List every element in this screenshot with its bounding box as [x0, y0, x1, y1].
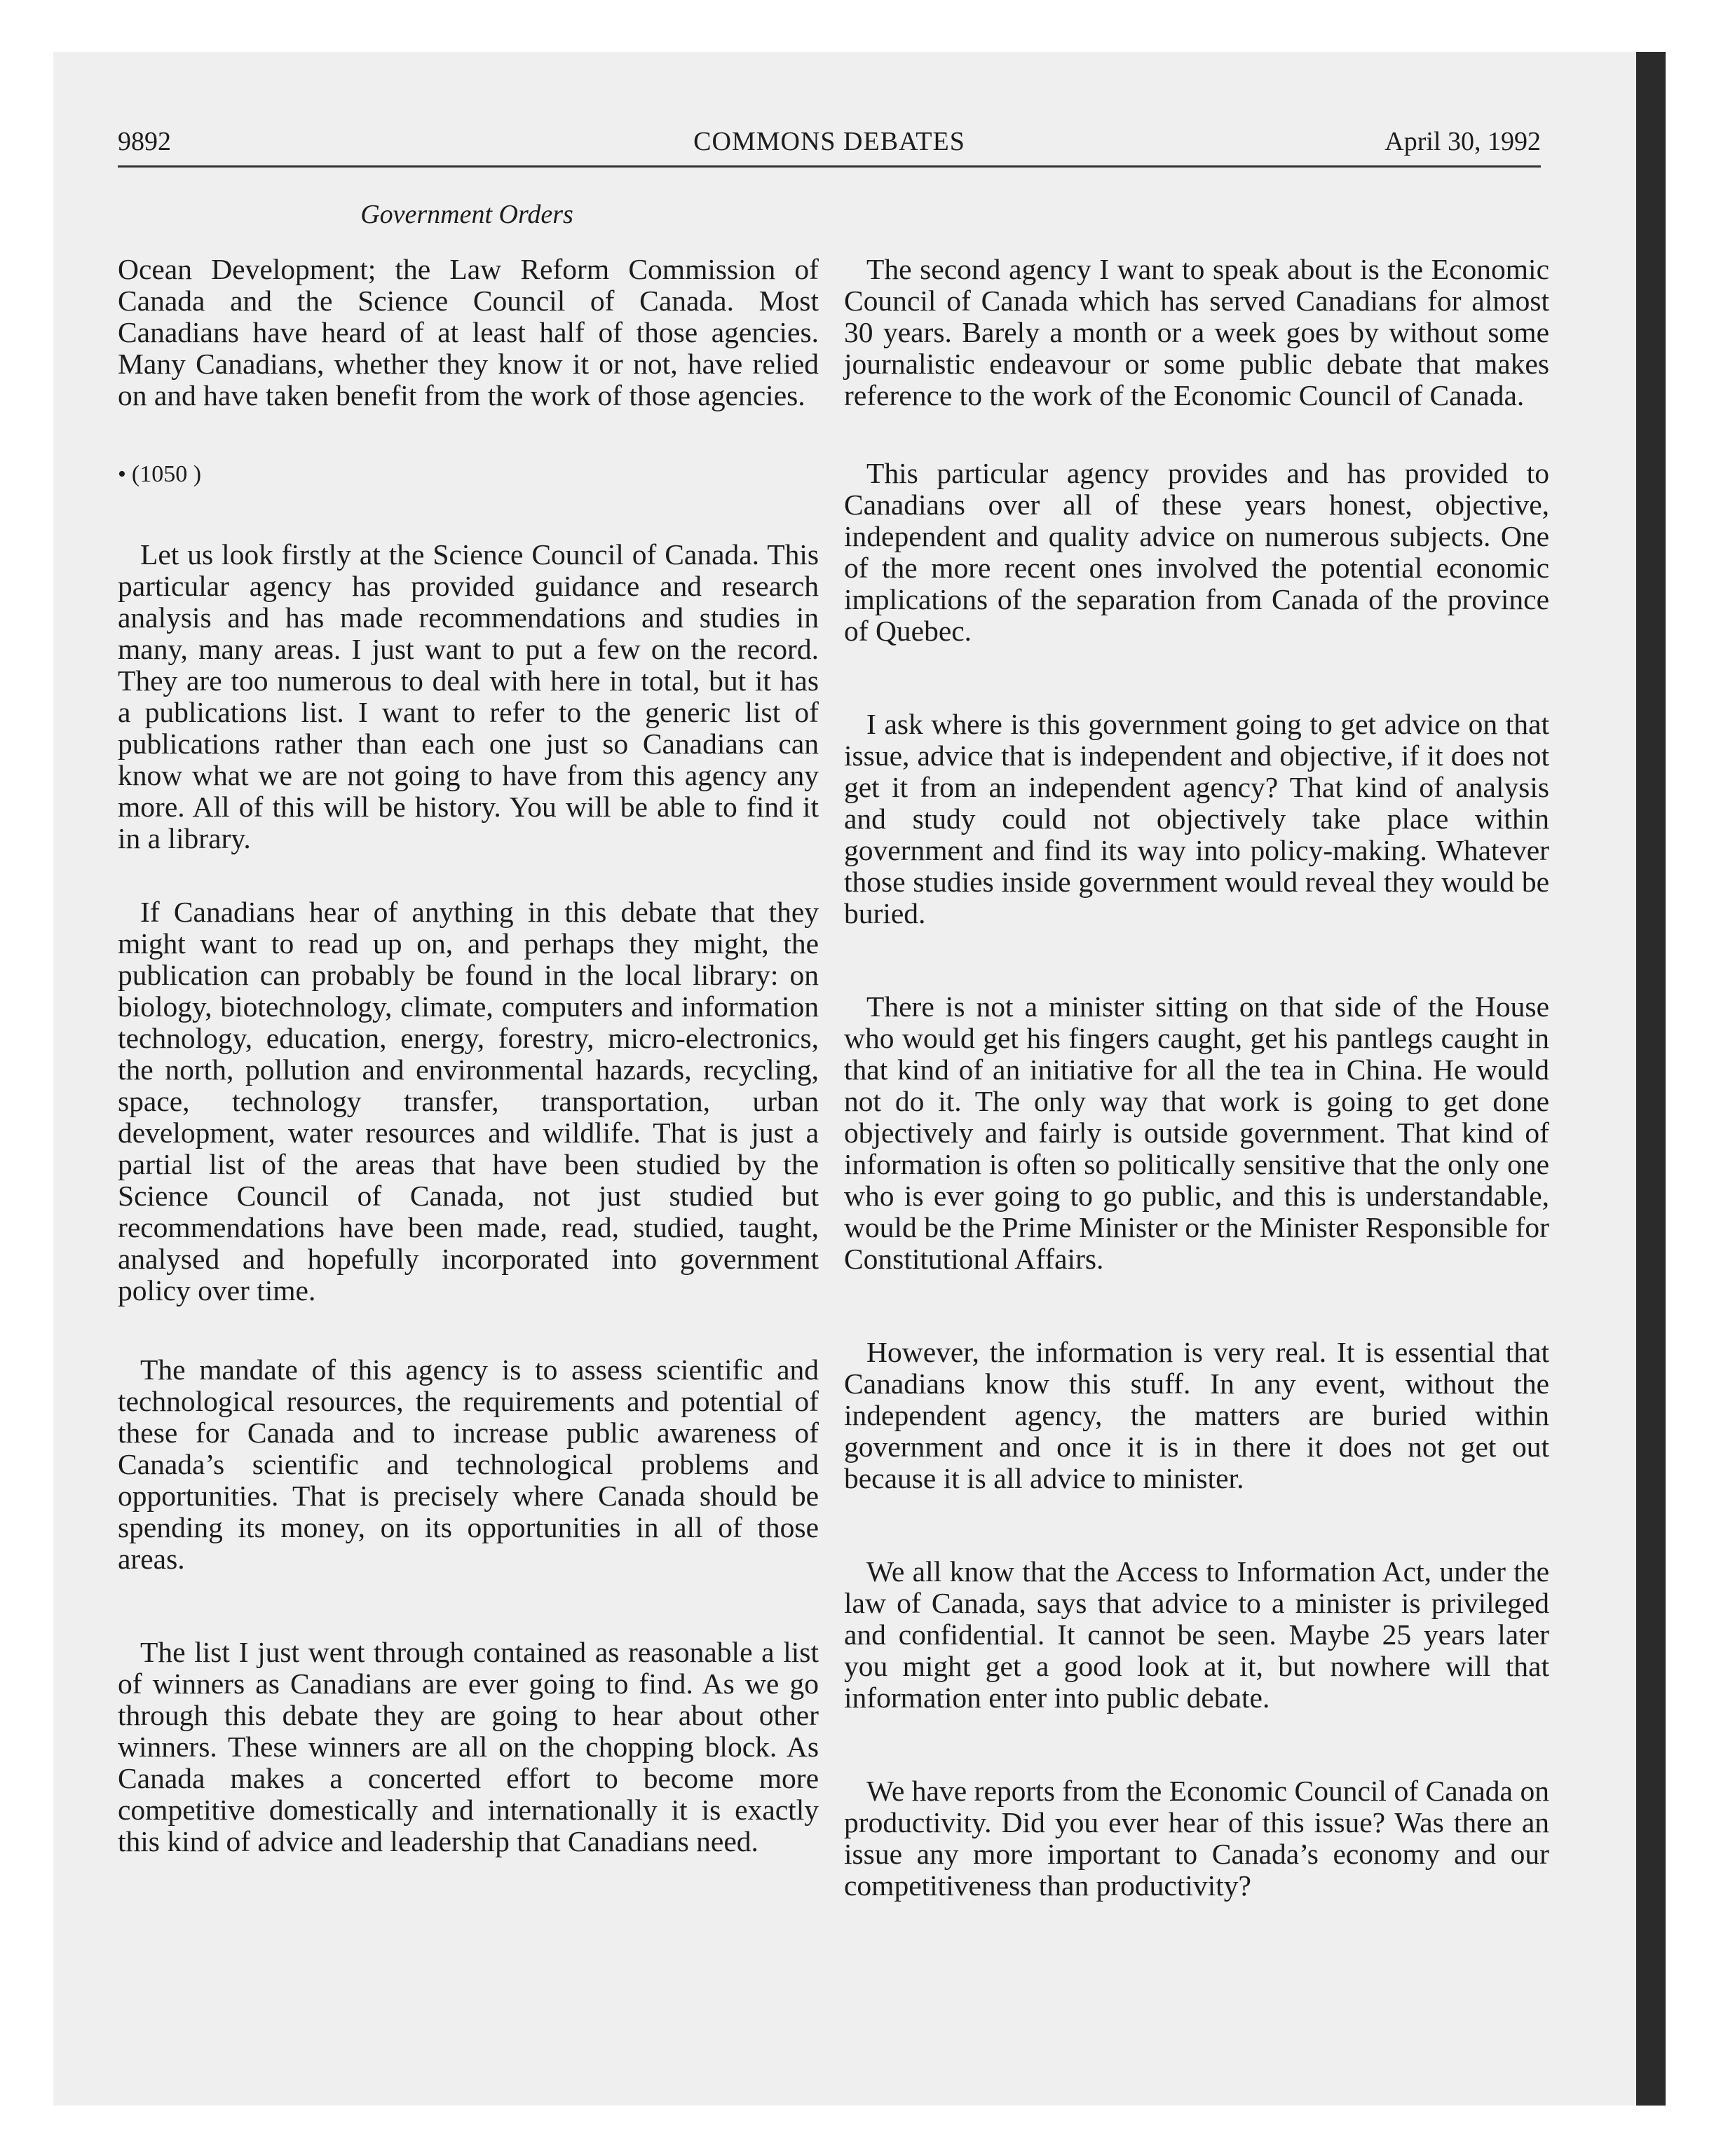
paragraph: We all know that the Access to Information Act, under the law of Canada, says that advice to a minister is privileged and confidential. It cannot be seen. Maybe 25 years later you might get a good look at it, but nowhere will that information enter into public debate.: [844, 1555, 1549, 1714]
paragraph: The mandate of this agency is to assess scientific and technological resources, the requirements and potential of these for Canada and to increase public awareness of Canada’s scientific and technological problems and opportunities. That is precisely where Canada should be spending its money, on its opportunities in all of those areas.: [118, 1353, 819, 1575]
paragraph: If Canadians hear of anything in this debate that they might want to read up on, and perhaps they might, the publication can probably be found in the local library: on biology, biotechnology, climate, computers and information technology, education, energy, forestry, micro-electronics, the north, pollution and environmental hazards, recycling, space, technology transfer, transportation, urban development, water resources and wildlife. That is just a partial list of the areas that have been studied by the Science Council of Canada, not just studied but recommendations have been made, read, studied, taught, analysed and hopefully incorporated into government policy over time.: [118, 896, 819, 1306]
left-column: [118, 254, 819, 1857]
publication-date: April 30, 1992: [1384, 127, 1541, 156]
paragraph: We have reports from the Economic Council of Canada on productivity. Did you ever hear of this issue? Was there an issue any more important to Canada’s economy and our competitiveness than productivity?: [844, 1775, 1549, 1902]
section-label: Government Orders: [360, 200, 573, 229]
paragraph: The list I just went through contained as reasonable a list of winners as Canadians are ever going to find. As we go through this debate they are going to hear about other winners. These winners are all on the chopping block. As Canada makes a concerted effort to become more competitive domestically and internationally it is exactly this kind of advice and leadership that Canadians need.: [118, 1636, 819, 1857]
paragraph: The second agency I want to speak about is the Economic Council of Canada which has served Canadians for almost 30 years. Barely a month or a week goes by without some journalistic endeavour or some public debate that makes reference to the work of the Economic Council of Canada.: [844, 253, 1549, 411]
paragraph: Let us look firstly at the Science Council of Canada. This particular agency has provided guidance and research analysis and has made recommendations and studies in many, many areas. I just want to put a few on the record. They are too numerous to deal with here in total, but it has a publications list. I want to refer to the generic list of publications rather than each one just so Canadians can know what we are not going to have from this agency any more. All of this will be history. You will be able to find it in a library.: [118, 538, 819, 854]
paragraph: Ocean Development; the Law Reform Commission of Canada and the Science Council of Canada. Most Canadians have heard of at least half of those agencies. Many Canadians, whether they know it or not, have relied on and have taken benefit from the work of those agencies.: [118, 253, 819, 411]
paragraph: There is not a minister sitting on that side of the House who would get his fingers caught, get his pantlegs caught in that kind of an initiative for all the tea in China. He would not do it. The only way that work is going to get done objectively and fairly is outside government. That kind of information is often so politically sensitive that the only one who is ever going to go public, and this is understandable, would be the Prime Minister or the Minister Responsible for Constitutional Affairs.: [844, 990, 1549, 1275]
paragraph: I ask where is this government going to get advice on that issue, advice that is independent and objective, if it does not get it from an independent agency? That kind of analysis and study could not objectively take place within government and find its way into policy-making. Whatever those studies inside government would reveal they would be buried.: [844, 708, 1549, 929]
page-number: 9892: [118, 127, 171, 156]
publication-title: COMMONS DEBATES: [693, 127, 965, 156]
bullet-icon: •: [118, 461, 126, 487]
time-marker-text: (1050 ): [131, 461, 202, 487]
right-column: [844, 254, 1549, 1902]
page-header: [118, 123, 1541, 168]
scan-edge-shadow: [1636, 52, 1666, 2106]
paragraph: This particular agency provides and has provided to Canadians over all of these years honest, objective, independent and quality advice on numerous subjects. One of the more recent ones involved the potential economic implications of the separation from Canada of the province of Quebec.: [844, 457, 1549, 647]
time-marker: [118, 460, 819, 489]
paragraph: However, the information is very real. It is essential that Canadians know this stuff. In any event, without the independent agency, the matters are buried within government and once it is in there it does not get out because it is all advice to minister.: [844, 1336, 1549, 1494]
